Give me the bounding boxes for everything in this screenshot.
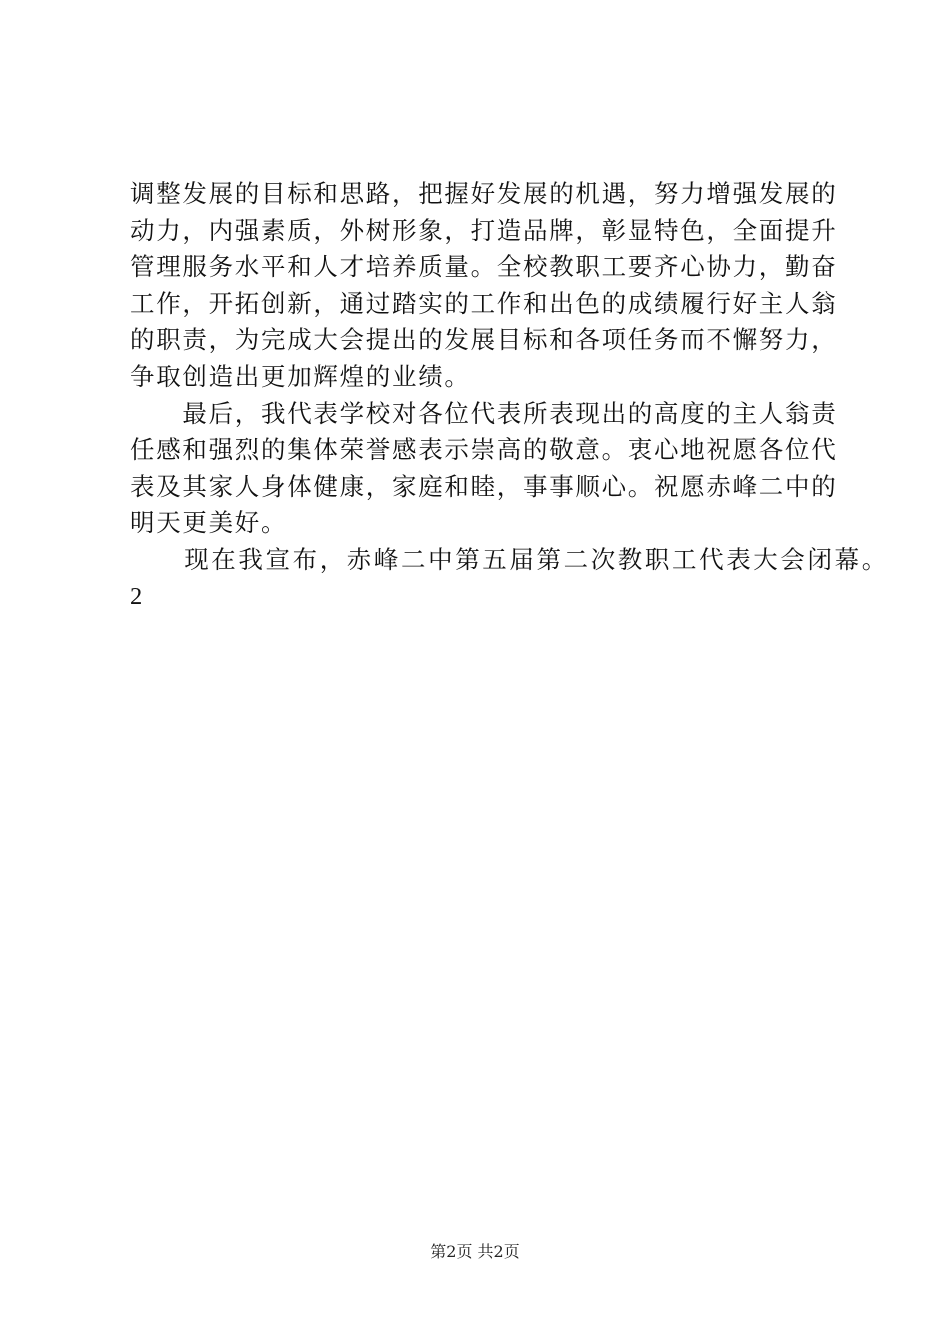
page-footer: 第2页 共2页 <box>430 1242 520 1261</box>
text-line: 最后，我代表学校对各位代表所表现出的高度的主人翁责 <box>130 398 838 428</box>
text-line: 调整发展的目标和思路，把握好发展的机遇，努力增强发展的 <box>130 179 838 208</box>
document-body <box>130 176 889 615</box>
text-line: 表及其家人身体健康，家庭和睦，事事顺心。祝愿赤峰二中的 <box>130 471 838 501</box>
text-line: 管理服务水平和人才培养质量。全校教职工要齐心协力，勤奋 <box>130 252 838 282</box>
inline-page-number: 2 <box>130 582 143 610</box>
text-line: 动力，内强素质，外树形象，打造品牌，彰显特色，全面提升 <box>130 215 838 245</box>
text-line: 工作，开拓创新，通过踏实的工作和出色的成绩履行好主人翁 <box>130 288 838 318</box>
text-line: 任感和强烈的集体荣誉感表示崇高的敬意。衷心地祝愿各位代 <box>130 435 838 465</box>
text-line: 明天更美好。 <box>130 508 288 538</box>
text-line: 现在我宣布，赤峰二中第五届第二次教职工代表大会闭幕。 <box>130 544 889 574</box>
text-line: 的职责，为完成大会提出的发展目标和各项任务而不懈努力， <box>130 325 838 355</box>
text-line: 争取创造出更加辉煌的业绩。 <box>130 361 471 391</box>
